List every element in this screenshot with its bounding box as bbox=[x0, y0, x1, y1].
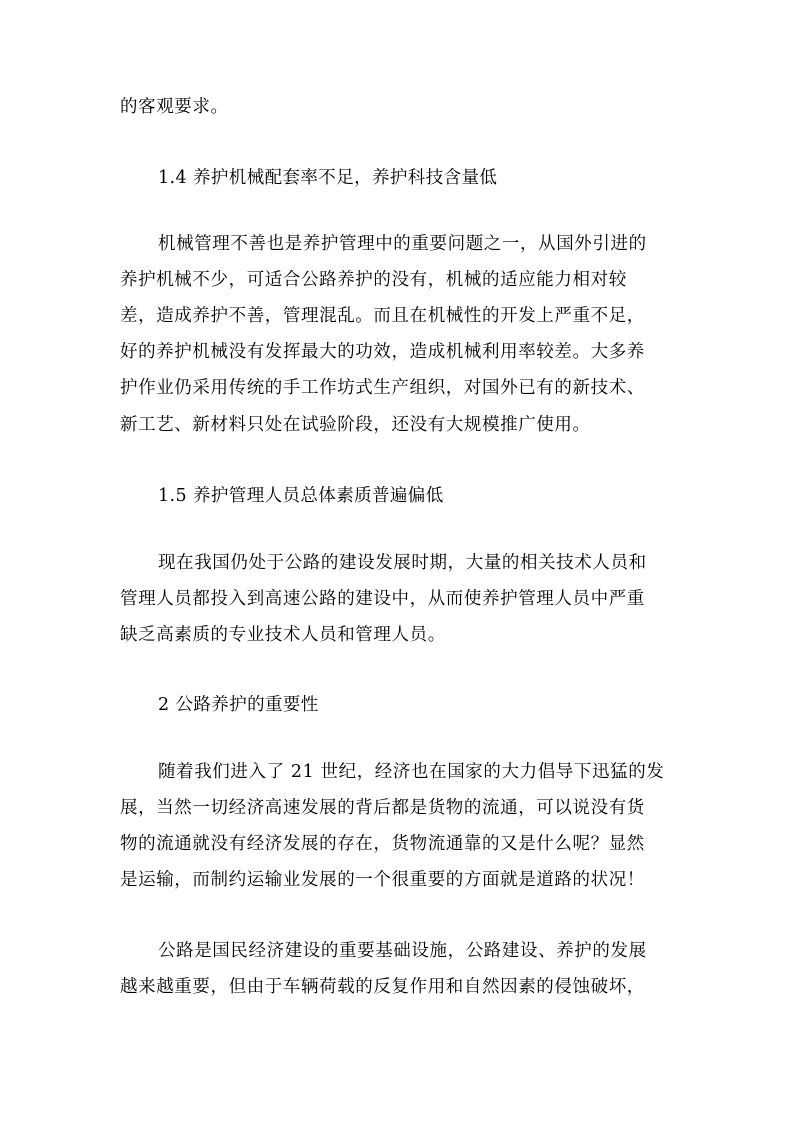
section-2-heading: 2 公路养护的重要性 bbox=[158, 695, 319, 715]
section-2-paragraph-1-line: 随着我们进入了 21 世纪，经济也在国家的大力倡导下迅猛的发 bbox=[158, 762, 665, 782]
section-1-4-line: 机械管理不善也是养护管理中的重要问题之一，从国外引进的 bbox=[158, 234, 647, 254]
section-1-5-line: 缺乏高素质的专业技术人员和管理人员。 bbox=[120, 625, 446, 645]
section-1-4-line: 好的养护机械没有发挥最大的功效，造成机械利用率较差。大多养 bbox=[120, 342, 645, 362]
section-2-paragraph-2-line: 公路是国民经济建设的重要基础设施，公路建设、养护的发展 bbox=[158, 941, 647, 961]
section-1-4-heading: 1.4 养护机械配套率不足，养护科技含量低 bbox=[158, 168, 498, 188]
section-1-4-line: 护作业仍采用传统的手工作坊式生产组织，对国外已有的新技术、 bbox=[120, 378, 645, 398]
section-2-paragraph-1-line: 物的流通就没有经济发展的存在，货物流通靠的又是什么呢？显然 bbox=[120, 834, 645, 854]
section-1-4-line: 新工艺、新材料只处在试验阶段，还没有大规模推广使用。 bbox=[120, 415, 591, 435]
section-2-paragraph-2-line: 越来越重要，但由于车辆荷载的反复作用和自然因素的侵蚀破坏， bbox=[120, 977, 645, 997]
continuation-line: 的客观要求。 bbox=[120, 97, 229, 117]
section-2-paragraph-1-line: 展，当然一切经济高速发展的背后都是货物的流通，可以说没有货 bbox=[120, 798, 645, 818]
section-1-5-heading: 1.5 养护管理人员总体素质普遍偏低 bbox=[158, 486, 444, 506]
section-1-4-line: 养护机械不少，可适合公路养护的没有，机械的适应能力相对较 bbox=[120, 270, 627, 290]
section-1-4-line: 差，造成养护不善，管理混乱。而且在机械性的开发上严重不足， bbox=[120, 306, 645, 326]
section-2-paragraph-1-line: 是运输，而制约运输业发展的一个很重要的方面就是道路的状况！ bbox=[120, 870, 645, 890]
section-1-5-line: 现在我国仍处于公路的建设发展时期，大量的相关技术人员和 bbox=[158, 553, 647, 573]
section-1-5-line: 管理人员都投入到高速公路的建设中，从而使养护管理人员中严重 bbox=[120, 589, 645, 609]
